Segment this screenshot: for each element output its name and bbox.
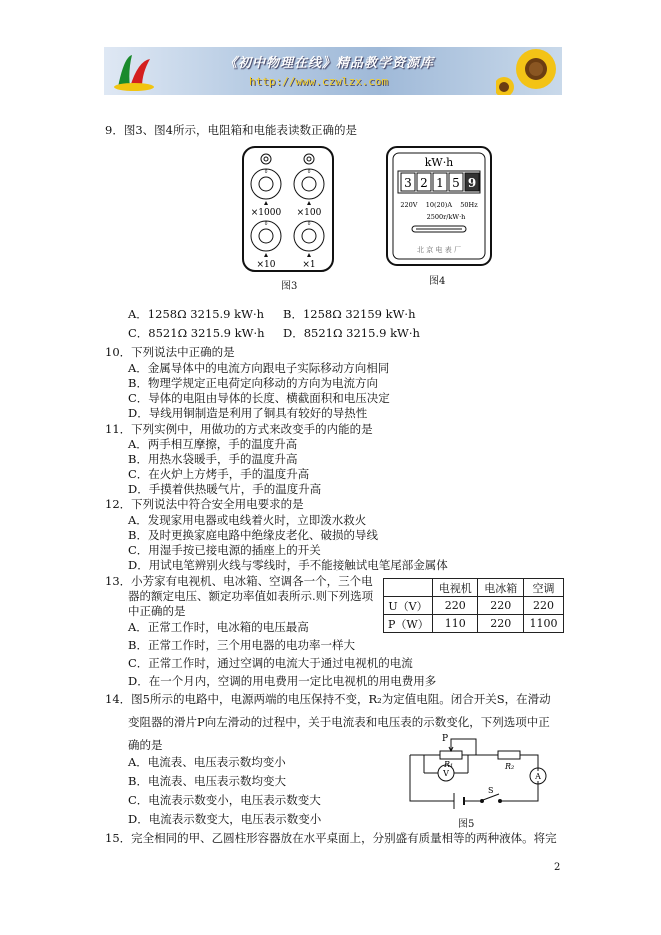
q14-stem-line: 变阻器的滑片P向左滑动的过程中，关于电流表和电压表的示数变化，下列选项中正 (128, 715, 550, 729)
meter-digit: 1 (436, 176, 444, 190)
fig4-spec: 220V 10(20)A 50Hz (400, 201, 478, 209)
appliance-table (383, 578, 564, 633)
q14-option-a[interactable]: A．电流表、电压表示数均变小 (128, 755, 286, 769)
header-banner (104, 47, 562, 95)
q13-option-a[interactable]: A．正常工作时，电冰箱的电压最高 (128, 620, 309, 634)
q12-option-b[interactable]: B．及时更换家庭电路中绝缘皮老化、破损的导线 (128, 528, 378, 542)
q14-stem-line: 14．图5所示的电路中，电源两端的电压保持不变，R₂为定值电阻。闭合开关S，在滑动 (105, 692, 551, 706)
svg-text:0: 0 (307, 222, 311, 227)
page-number: 2 (554, 862, 561, 873)
q11-option-a[interactable]: A．两手相互摩擦，手的温度升高 (128, 437, 298, 451)
q13-stem-line: 器的额定电压、额定功率值如表所示.则下列选项 (128, 589, 374, 603)
fig5-label-s: S (488, 786, 494, 795)
fig3-resistance-box (242, 146, 334, 272)
q11-option-c[interactable]: C．在火炉上方烤手，手的温度升高 (128, 467, 310, 481)
q12-option-c[interactable]: C．用湿手按已接电源的插座上的开关 (128, 543, 321, 557)
table-header-row (384, 579, 564, 597)
q11-option-d[interactable]: D．手摸着供热暖气片，手的温度升高 (128, 482, 322, 496)
fig4-unit: kW·h (424, 156, 454, 169)
table-cell: 220 (478, 597, 523, 615)
q11-option-b[interactable]: B．用热水袋暖手，手的温度升高 (128, 452, 298, 466)
table-cell: 220 (523, 597, 563, 615)
fig5-label-r2: R₂ (505, 762, 515, 771)
q12-option-a[interactable]: A．发现家用电器或电线着火时，立即泼水救火 (128, 513, 367, 527)
ammeter-icon: A (535, 772, 541, 781)
sunflower-icon (496, 47, 562, 95)
q9-option-d[interactable]: D．8521Ω 3215.9 kW·h (283, 326, 420, 340)
table-header-cell: 电视机 (433, 579, 478, 597)
q10-stem: 10．下列说法中正确的是 (105, 345, 235, 359)
q13-stem-line: 13．小芳家有电视机、电冰箱、空调各一个，三个电 (105, 574, 373, 588)
q13-option-d[interactable]: D．在一个月内，空调的用电费用一定比电视机的用电费用多 (128, 674, 437, 688)
svg-text:0: 0 (264, 222, 268, 227)
fig3-caption: 图3 (281, 281, 298, 292)
table-cell: 220 (433, 597, 478, 615)
q9-option-b[interactable]: B．1258Ω 32159 kW·h (283, 307, 416, 321)
q15-stem: 15．完全相同的甲、乙圆柱形容器放在水平桌面上，分别盛有质量相等的两种液体。将完 (105, 831, 557, 845)
fig5-label-r1: R₁ (444, 760, 454, 769)
fig4-caption: 图4 (429, 276, 446, 287)
fig3-dial-label: ×10 (256, 260, 276, 270)
q9-option-a[interactable]: A．1258Ω 3215.9 kW·h (128, 307, 265, 321)
q12-stem: 12．下列说法中符合安全用电要求的是 (105, 497, 304, 511)
table-row (384, 597, 564, 615)
q11-stem: 11．下列实例中，用做功的方式来改变手的内能的是 (105, 422, 373, 436)
q14-stem-line: 确的是 (128, 738, 163, 752)
banner-title: 《初中物理在线》精品教学资源库 (224, 56, 435, 71)
table-cell: 1100 (523, 615, 563, 633)
fig4-energy-meter (386, 146, 492, 266)
q10-option-c[interactable]: C．导体的电阻由导体的长度、横截面积和电压决定 (128, 391, 390, 405)
q10-option-d[interactable]: D．导线用铜制造是利用了铜具有较好的导热性 (128, 406, 368, 420)
fig5-label-p: P (442, 734, 449, 744)
fig3-dial-label: ×1 (302, 260, 316, 270)
table-header-cell: 电冰箱 (478, 579, 523, 597)
q14-option-d[interactable]: D．电流表示数变大，电压表示数变小 (128, 812, 322, 826)
table-cell: P（W） (384, 615, 433, 633)
table-cell: 110 (433, 615, 478, 633)
table-cell: U（V） (384, 597, 433, 615)
fig5-caption: 图5 (458, 819, 475, 830)
q10-option-b[interactable]: B．物理学规定正电荷定向移动的方向为电流方向 (128, 376, 378, 390)
svg-text:0: 0 (307, 170, 311, 175)
q10-option-a[interactable]: A．金属导体中的电流方向跟电子实际移动方向相同 (128, 361, 390, 375)
site-logo-icon (110, 51, 156, 91)
q13-option-c[interactable]: C．正常工作时，通过空调的电流大于通过电视机的电流 (128, 656, 413, 670)
voltmeter-icon: V (443, 769, 449, 778)
q14-option-c[interactable]: C．电流表示数变小，电压表示数变大 (128, 793, 321, 807)
q14-option-b[interactable]: B．电流表、电压表示数均变大 (128, 774, 286, 788)
fig3-dial-label: ×100 (296, 208, 322, 218)
fig5-circuit-diagram (402, 731, 552, 813)
meter-digit: 9 (467, 176, 477, 190)
meter-digit: 2 (420, 176, 428, 190)
q13-option-b[interactable]: B．正常工作时，三个用电器的电功率一样大 (128, 638, 355, 652)
q9-stem: 9．图3、图4所示，电阻箱和电能表读数正确的是 (105, 123, 357, 137)
meter-digit: 3 (404, 176, 412, 190)
q13-stem-line: 中正确的是 (128, 604, 186, 618)
q12-option-d[interactable]: D．用试电笔辨别火线与零线时，手不能接触试电笔尾部金属体 (128, 558, 448, 572)
svg-text:0: 0 (264, 170, 268, 175)
table-header-cell (384, 579, 433, 597)
fig4-rev: 2500r/kW·h (426, 213, 466, 221)
meter-digit: 5 (452, 176, 460, 190)
banner-url: http://www.czwlzx.com (249, 75, 389, 88)
table-cell: 220 (478, 615, 523, 633)
fig3-dial-label: ×1000 (250, 208, 282, 218)
q9-option-c[interactable]: C．8521Ω 3215.9 kW·h (128, 326, 265, 340)
table-row (384, 615, 564, 633)
table-header-cell: 空调 (523, 579, 563, 597)
fig4-maker: 北 京 电 表 厂 (417, 246, 461, 254)
